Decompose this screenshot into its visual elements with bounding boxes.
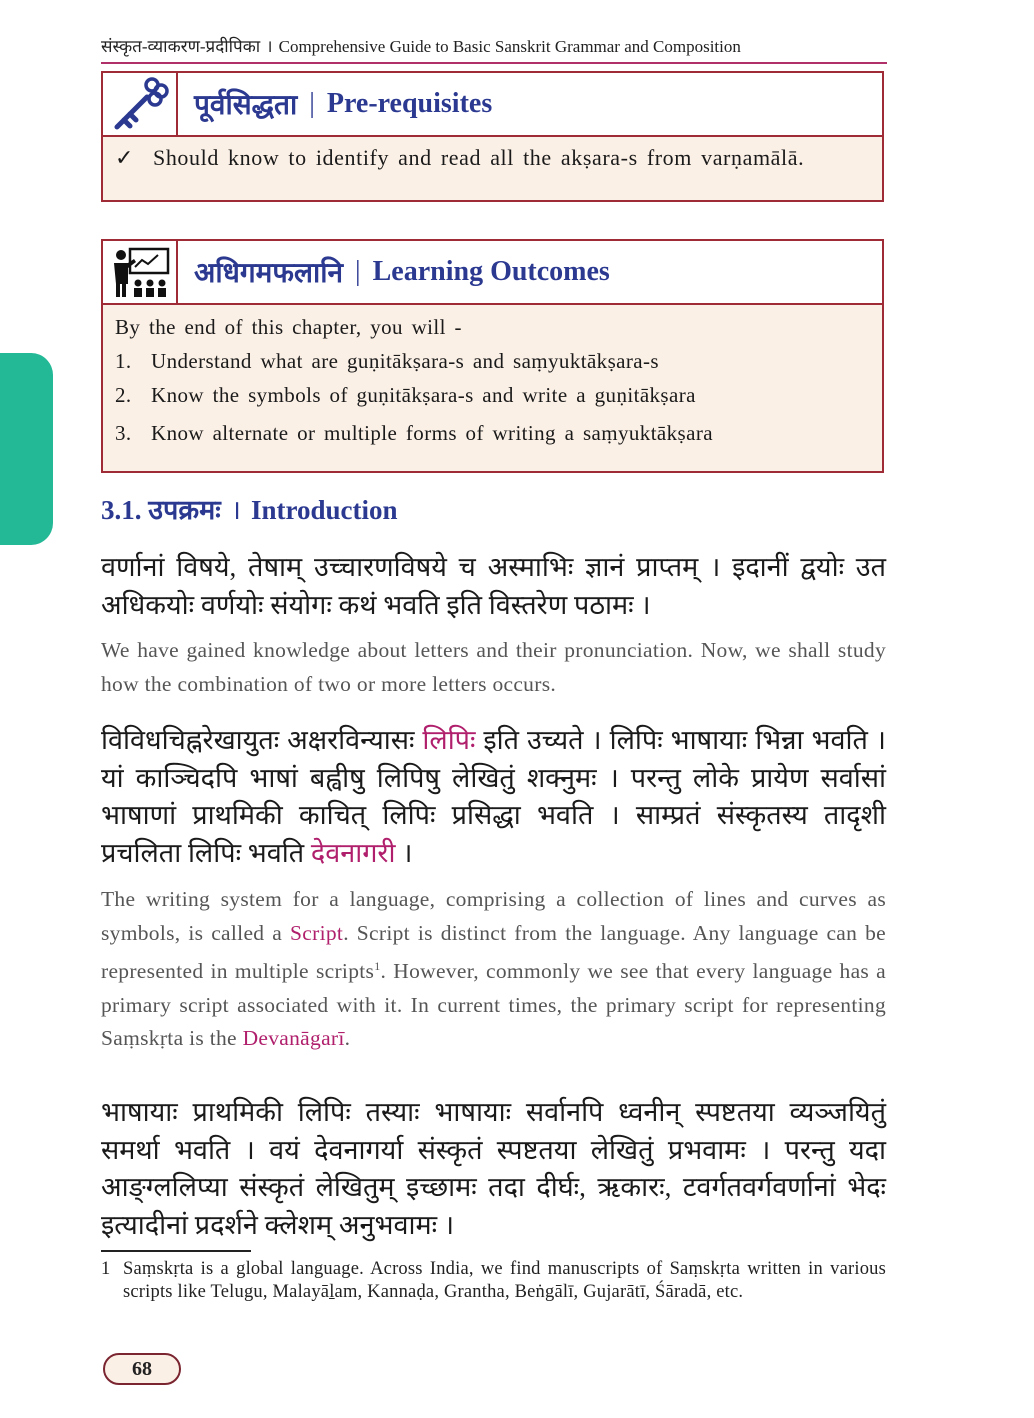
teacher-board-icon: [103, 241, 178, 303]
list-item-text: Know alternate or multiple forms of writing a saṃyuktākṣara: [151, 421, 713, 445]
prerequisites-title-sanskrit: पूर्वसिद्धता: [194, 90, 298, 121]
page-number: 68: [103, 1353, 181, 1385]
header-separator: ।: [266, 37, 273, 56]
paragraph-text: The writing system for a language, comprising a collection of lines and curves as symbols, is called a: [101, 887, 886, 945]
prerequisites-box: [101, 71, 884, 202]
prerequisites-title: [178, 73, 492, 135]
learning-outcomes-box: [101, 239, 884, 473]
list-item-number: 3.: [115, 421, 132, 445]
paragraph-text: .: [344, 1026, 351, 1051]
english-paragraph-2: [101, 883, 886, 1056]
chapter-side-tab: [0, 353, 53, 545]
list-item: [115, 416, 870, 450]
footnote-divider: [101, 1250, 251, 1252]
highlight-term-devanagari: देवनागरी: [310, 837, 396, 868]
paragraph-text: . Script is distinct from the language. Any language can be represented in multiple scripts: [101, 920, 886, 984]
footnote-text: Saṃskṛta is a global language. Across India, we find manuscripts of Saṃskṛta written in various scripts like Telugu, Malayāḻam, Kannaḍa, Grantha, Beṅgālī, Gujarātī, Śāradā, etc.: [123, 1259, 886, 1302]
header-title-english: Comprehensive Guide to Basic Sanskrit Grammar and Composition: [278, 37, 741, 56]
sanskrit-paragraph-1: वर्णानां विषये, तेषाम् उच्चारणविषये च अस्माभिः ज्ञानं प्राप्तम् । इदानीं द्वयोः उत अधिकयोः वर्णयोः संयोगः कथं भवति इति विस्तरेण पठामः ।: [101, 552, 886, 620]
learning-outcomes-separator: |: [355, 256, 361, 287]
paragraph-text: इति उच्यते । लिपिः भाषायाः भिन्ना भवति । यां काञ्चिदपि भाषां बह्वीषु लिपिषु लेखितुं शक्नुमः । परन्तु लोके प्रायेण सर्वासां भाषाणां प्राथमिकी काचित् लिपिः प्रसिद्धा भवति । साम्प्रतं संस्कृतस्य तादृशी प्रचलिता लिपिः भवति: [101, 725, 886, 868]
key-icon: [103, 73, 178, 135]
english-paragraph-1: We have gained knowledge about letters and their pronunciation. Now, we shall study how the combination of two or more letters occurs.: [101, 638, 886, 696]
check-icon: ✓: [115, 145, 135, 170]
section-title-sanskrit: उपक्रमः: [148, 495, 221, 525]
prerequisites-header: [103, 73, 882, 137]
list-item-number: 2.: [115, 383, 132, 407]
highlight-term-devanagari-english: Devanāgarī: [242, 1026, 345, 1051]
learning-outcomes-title-english: Learning Outcomes: [372, 256, 610, 287]
footnote: [101, 1258, 886, 1304]
section-separator: ।: [230, 495, 241, 525]
list-item-text: Understand what are guṇitākṣara-s and saṃyuktākṣara-s: [151, 349, 659, 373]
list-item: [115, 378, 870, 412]
list-item: [115, 344, 870, 378]
section-number: 3.1.: [101, 495, 142, 525]
section-title-english: Introduction: [250, 495, 398, 525]
highlight-term-script: Script: [290, 920, 344, 945]
paragraph-text: विविधचिह्नरेखायुतः अक्षरविन्यासः: [101, 725, 423, 755]
sanskrit-paragraph-2: [101, 722, 886, 872]
prerequisites-list: [103, 137, 882, 179]
running-header: [101, 34, 887, 64]
learning-outcomes-title: [178, 241, 610, 303]
learning-outcomes-header: [103, 241, 882, 305]
learning-outcomes-title-sanskrit: अधिगमफलानि: [194, 258, 343, 289]
learning-outcomes-list: [103, 305, 882, 455]
prerequisites-separator: |: [309, 88, 315, 119]
footnote-reference[interactable]: 1: [374, 959, 381, 973]
sanskrit-paragraph-3: भाषायाः प्राथमिकी लिपिः तस्याः भाषायाः सर्वानपि ध्वनीन् स्पष्टतया व्यञ्जयितुं समर्था भवति । वयं देवनागर्या संस्कृतं स्पष्टतया लेखितुं प्रभवामः । परन्तु यदा आङ्ग्ललिप्या संस्कृतं लेखितुम् इच्छामः तदा दीर्घः, ऋकारः, टवर्गतवर्गवर्णानां भेदः इत्यादीनां प्रदर्शने क्लेशम् अनुभवामः ।: [101, 1097, 886, 1240]
prerequisite-item: Should know to identify and read all the akṣara-s from varṇamālā.: [153, 145, 805, 170]
section-heading: [101, 490, 398, 527]
list-item-text: Know the symbols of guṇitākṣara-s and write a guṇitākṣara: [151, 383, 696, 407]
header-title-sanskrit: संस्कृत-व्याकरण-प्रदीपिका: [101, 37, 261, 56]
highlight-term-lipi: लिपिः: [422, 725, 476, 755]
list-item-number: 1.: [115, 349, 132, 373]
footnote-number: 1: [101, 1259, 111, 1279]
prerequisites-title-english: Pre-requisites: [326, 88, 493, 119]
paragraph-text: . However, commonly we see that every language has a primary script associated with it. In current times, the primary script for representing Saṃskṛta is the: [101, 959, 886, 1051]
paragraph-text: ।: [395, 837, 413, 868]
learning-outcomes-intro: By the end of this chapter, you will -: [115, 315, 462, 339]
